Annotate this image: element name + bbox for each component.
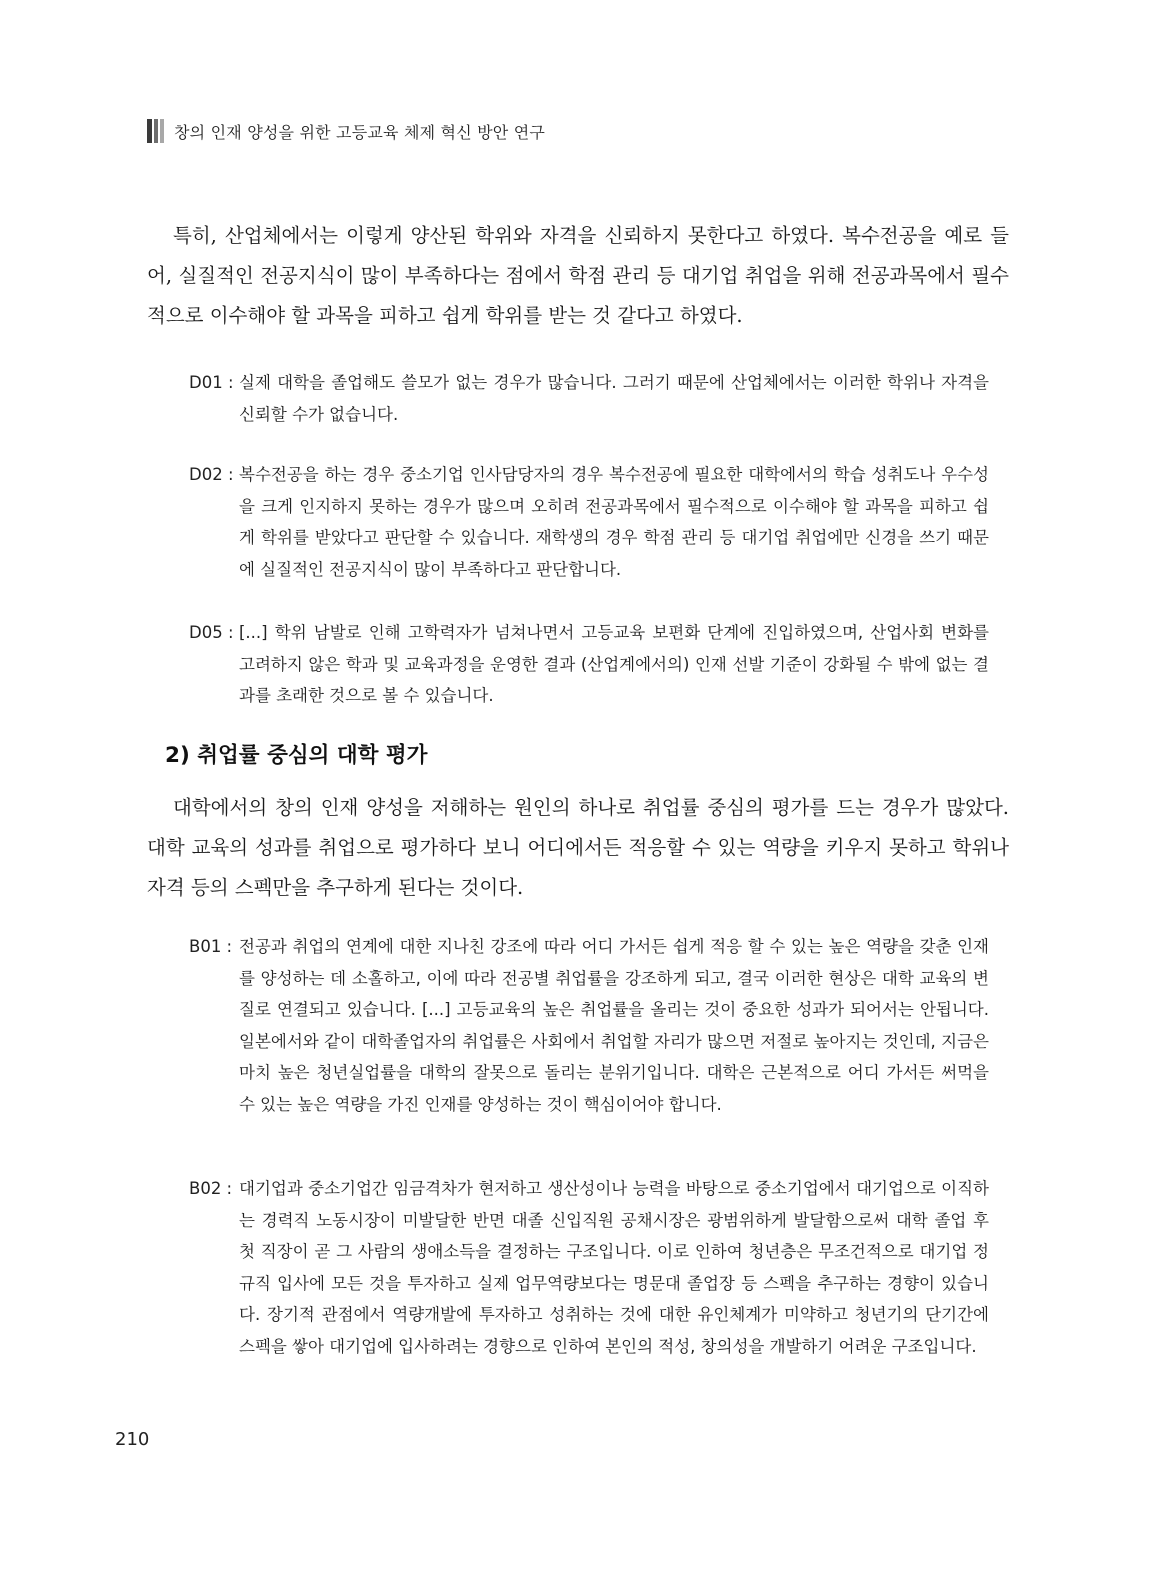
running-header: [147, 118, 545, 144]
interview-quote-d02: [189, 459, 989, 585]
quote-text: 전공과 취업의 연계에 대한 지나친 강조에 따라 어디 가서든 쉽게 적응 할 수 있는 높은 역량을 갖춘 인재를 양성하는 데 소홀하고, 이에 따라 전공별 취업률을 강조하게 되고, 결국 이러한 현상은 대학 교육의 변질로 연결되고 있습니다. [...] 고등교육의 높은 취업률을 올리는 것이 중요한 성과가 되어서는 안됩니다. 일본에서와 같이 대학졸업자의 취업률은 사회에서 취업할 자리가 많으면 저절로 높아지는 것인데, 지금은 마치 높은 청년실업률을 대학의 잘못으로 돌리는 분위기입니다. 대학은 근본적으로 어디 가서든 써먹을 수 있는 높은 역량을 가진 인재를 양성하는 것이 핵심이어야 합니다.: [239, 937, 989, 1114]
quote-text: 대기업과 중소기업간 임금격차가 현저하고 생산성이나 능력을 바탕으로 중소기업에서 대기업으로 이직하는 경력직 노동시장이 미발달한 반면 대졸 신입직원 공채시장은 광범위하게 발달함으로써 대학 졸업 후 첫 직장이 곧 그 사람의 생애소득을 결정하는 구조입니다. 이로 인하여 청년층은 무조건적으로 대기업 정규직 입사에 모든 것을 투자하고 실제 업무역량보다는 명문대 졸업장 등 스펙을 추구하는 경향이 있습니다. 장기적 관점에서 역량개발에 투자하고 성취하는 것에 대한 유인체계가 미약하고 청년기의 단기간에 스펙을 쌓아 대기업에 입사하려는 경향으로 인하여 본인의 적성, 창의성을 개발하기 어려운 구조입니다.: [239, 1179, 989, 1356]
header-bar-mark: [147, 119, 164, 143]
section-heading: 2) 취업률 중심의 대학 평가: [165, 743, 428, 768]
quote-text: [...] 학위 남발로 인해 고학력자가 넘쳐나면서 고등교육 보편화 단계에 진입하였으며, 산업사회 변화를 고려하지 않은 학과 및 교육과정을 운영한 결과 (산업계에서의) 인재 선발 기준이 강화될 수 밖에 없는 결과를 초래한 것으로 볼 수 있습니다.: [239, 623, 989, 706]
page-number: 210: [115, 1429, 150, 1450]
quote-code: B02 :: [189, 1179, 233, 1198]
quote-text: 실제 대학을 졸업해도 쓸모가 없는 경우가 많습니다. 그러기 때문에 산업체에서는 이러한 학위나 자격을 신뢰할 수가 없습니다.: [239, 373, 989, 424]
quote-code: D05 :: [189, 623, 234, 642]
body-paragraph-1: 특히, 산업체에서는 이렇게 양산된 학위와 자격을 신뢰하지 못한다고 하였다. 복수전공을 예로 들어, 실질적인 전공지식이 많이 부족하다는 점에서 학점 관리 등 대기업 취업을 위해 전공과목에서 필수적으로 이수해야 할 과목을 피하고 쉽게 학위를 받는 것 같다고 하였다.: [147, 224, 1009, 327]
interview-quote-b01: [189, 931, 989, 1121]
body-paragraph-2: 대학에서의 창의 인재 양성을 저해하는 원인의 하나로 취업률 중심의 평가를 드는 경우가 많았다. 대학 교육의 성과를 취업으로 평가하다 보니 어디에서든 적응할 수 있는 역량을 키우지 못하고 학위나 자격 등의 스펙만을 추구하게 된다는 것이다.: [147, 796, 1009, 899]
quote-code: D02 :: [189, 465, 234, 484]
interview-quote-d01: [189, 367, 989, 430]
quote-text: 복수전공을 하는 경우 중소기업 인사담당자의 경우 복수전공에 필요한 대학에서의 학습 성취도나 우수성을 크게 인지하지 못하는 경우가 많으며 오히려 전공과목에서 필수적으로 이수해야 할 과목을 피하고 쉽게 학위를 받았다고 판단할 수 있습니다. 재학생의 경우 학점 관리 등 대기업 취업에만 신경을 쓰기 때문에 실질적인 전공지식이 많이 부족하다고 판단합니다.: [239, 465, 989, 579]
quote-code: D01 :: [189, 373, 234, 392]
interview-quote-b02: [189, 1173, 989, 1363]
running-header-title: 창의 인재 양성을 위한 고등교육 체제 혁신 방안 연구: [174, 122, 546, 142]
interview-quote-d05: [189, 617, 989, 712]
quote-code: B01 :: [189, 937, 233, 956]
